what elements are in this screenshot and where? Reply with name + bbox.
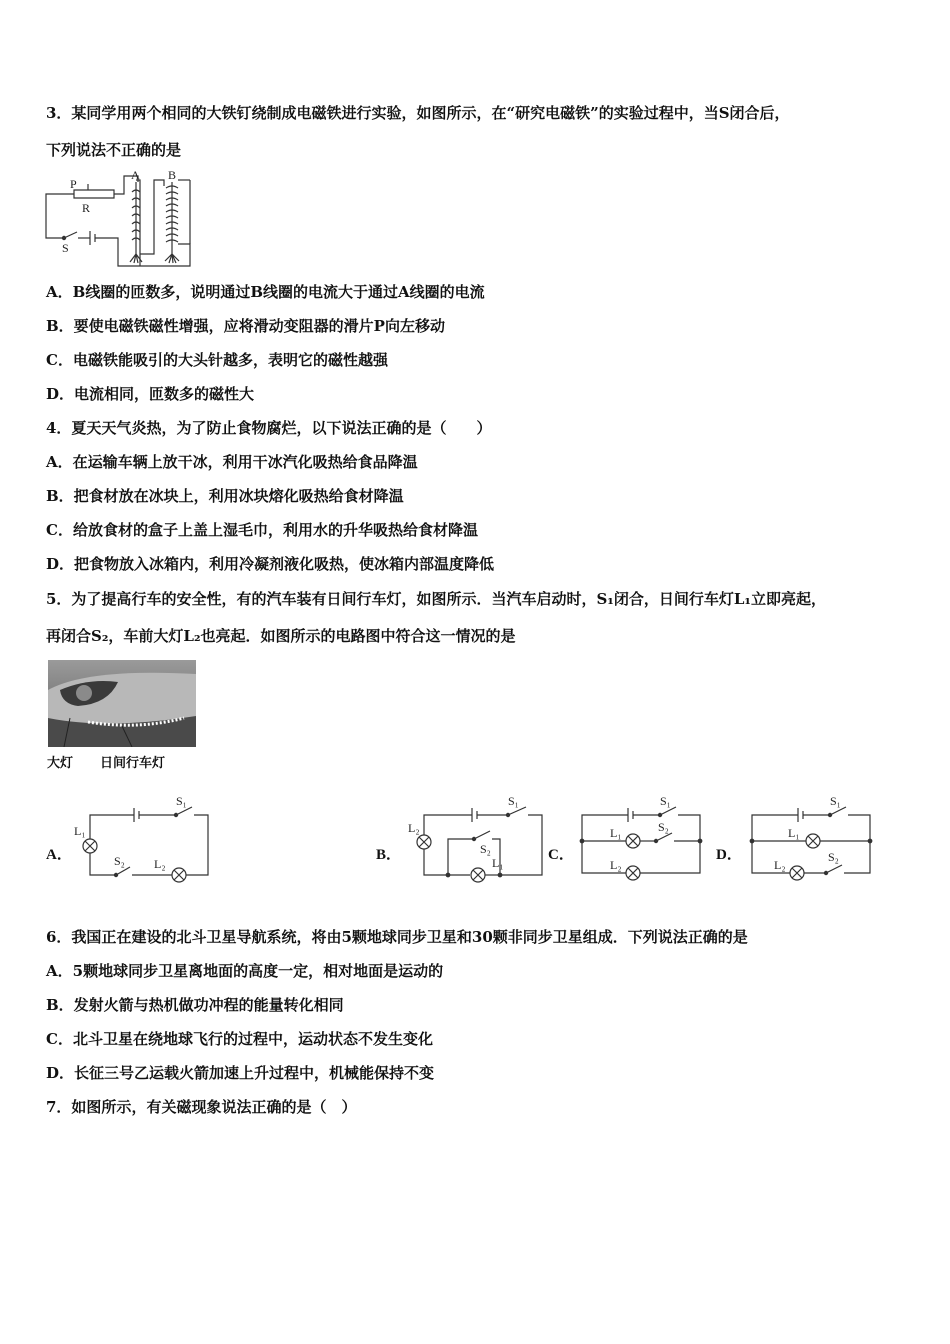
q3-stem-line1: 3．某同学用两个相同的大铁钉绕制成电磁铁进行实验，如图所示，在“研究电磁铁”的实验过程中，当S闭合后，: [46, 104, 790, 122]
a-s1: S₁: [176, 795, 187, 808]
d-s1: S₁: [830, 795, 841, 808]
q3-option-b: B．要使电磁铁磁性增强，应将滑动变阻器的滑片P向左移动: [46, 317, 445, 335]
c-s1: S₁: [660, 795, 671, 808]
a-l1: L₁: [74, 824, 86, 838]
c-l1: L₁: [610, 826, 622, 840]
d-l1: L₁: [788, 826, 800, 840]
q4-option-d: D．把食物放入冰箱内，利用冷凝剂液化吸热，使冰箱内部温度降低: [46, 555, 495, 573]
option-b-letter[interactable]: B．: [376, 847, 402, 863]
q3-stem-line2: 下列说法不正确的是: [46, 141, 182, 159]
q6-stem: 6．我国正在建设的北斗卫星导航系统，将由5颗地球同步卫星和30颗非同步卫星组成．下列说法正确的是: [46, 928, 748, 946]
b-s1: S₁: [508, 795, 519, 808]
circuit-c: [574, 795, 706, 885]
q6-option-d: D．长征三号乙运载火箭加速上升过程中，机械能保持不变: [46, 1064, 435, 1082]
d-s2: S₂: [828, 850, 839, 864]
b-s2: S₂: [480, 842, 491, 856]
circuit-a: [70, 795, 212, 885]
caption-headlight: 大灯: [47, 756, 74, 771]
circuit-d: [744, 795, 876, 885]
a-l2: L₂: [154, 857, 166, 871]
option-d-letter[interactable]: D．: [716, 847, 742, 863]
q3-option-a: A．B线圈的匝数多，说明通过B线圈的电流大于通过A线圈的电流: [46, 283, 485, 301]
circuit-b: [400, 795, 548, 885]
q7-stem: 7．如图所示，有关磁现象说法正确的是（ ）: [46, 1098, 357, 1116]
label-b: B: [168, 168, 177, 182]
q6-option-a: A．5颗地球同步卫星离地面的高度一定，相对地面是运动的: [46, 962, 444, 980]
q4-option-a: A．在运输车辆上放干冰，利用干冰汽化吸热给食品降温: [46, 453, 418, 471]
q6-option-c: C．北斗卫星在绕地球飞行的过程中，运动状态不发生变化: [46, 1030, 433, 1048]
q4-option-c: C．给放食材的盒子上盖上湿毛巾，利用水的升华吸热给食材降温: [46, 521, 478, 539]
b-l2: L₂: [408, 821, 420, 835]
option-a-letter[interactable]: A．: [46, 847, 72, 863]
label-s: S: [62, 241, 69, 255]
option-c-letter[interactable]: C．: [548, 847, 574, 863]
q6-option-b: B．发射火箭与热机做功冲程的能量转化相同: [46, 996, 344, 1014]
c-l2: L₂: [610, 858, 622, 872]
q3-electromagnet-figure: [44, 168, 214, 270]
q4-option-b: B．把食材放在冰块上，利用冰块熔化吸热给食材降温: [46, 487, 404, 505]
d-l2: L₂: [774, 858, 786, 872]
label-p: P: [70, 177, 77, 191]
car-headlight-photo: [48, 660, 196, 747]
label-a: A: [131, 168, 140, 182]
c-s2: S₂: [658, 820, 669, 834]
q5-stem-line1: 5．为了提高行车的安全性，有的汽车装有日间行车灯，如图所示．当汽车启动时，S₁闭合，日间行车灯L₁立即亮起，: [46, 590, 826, 608]
q3-option-d: D．电流相同，匝数多的磁性大: [46, 385, 255, 403]
q5-stem-line2: 再闭合S₂，车前大灯L₂也亮起．如图所示的电路图中符合这一情况的是: [46, 627, 516, 645]
a-s2: S₂: [114, 854, 125, 868]
q4-stem: 4．夏天天气炎热，为了防止食物腐烂，以下说法正确的是（ ）: [46, 419, 492, 437]
q3-option-c: C．电磁铁能吸引的大头针越多，表明它的磁性越强: [46, 351, 388, 369]
caption-daylight: 日间行车灯: [100, 756, 166, 771]
b-l1: L₁: [492, 856, 504, 870]
label-r: R: [82, 201, 91, 215]
